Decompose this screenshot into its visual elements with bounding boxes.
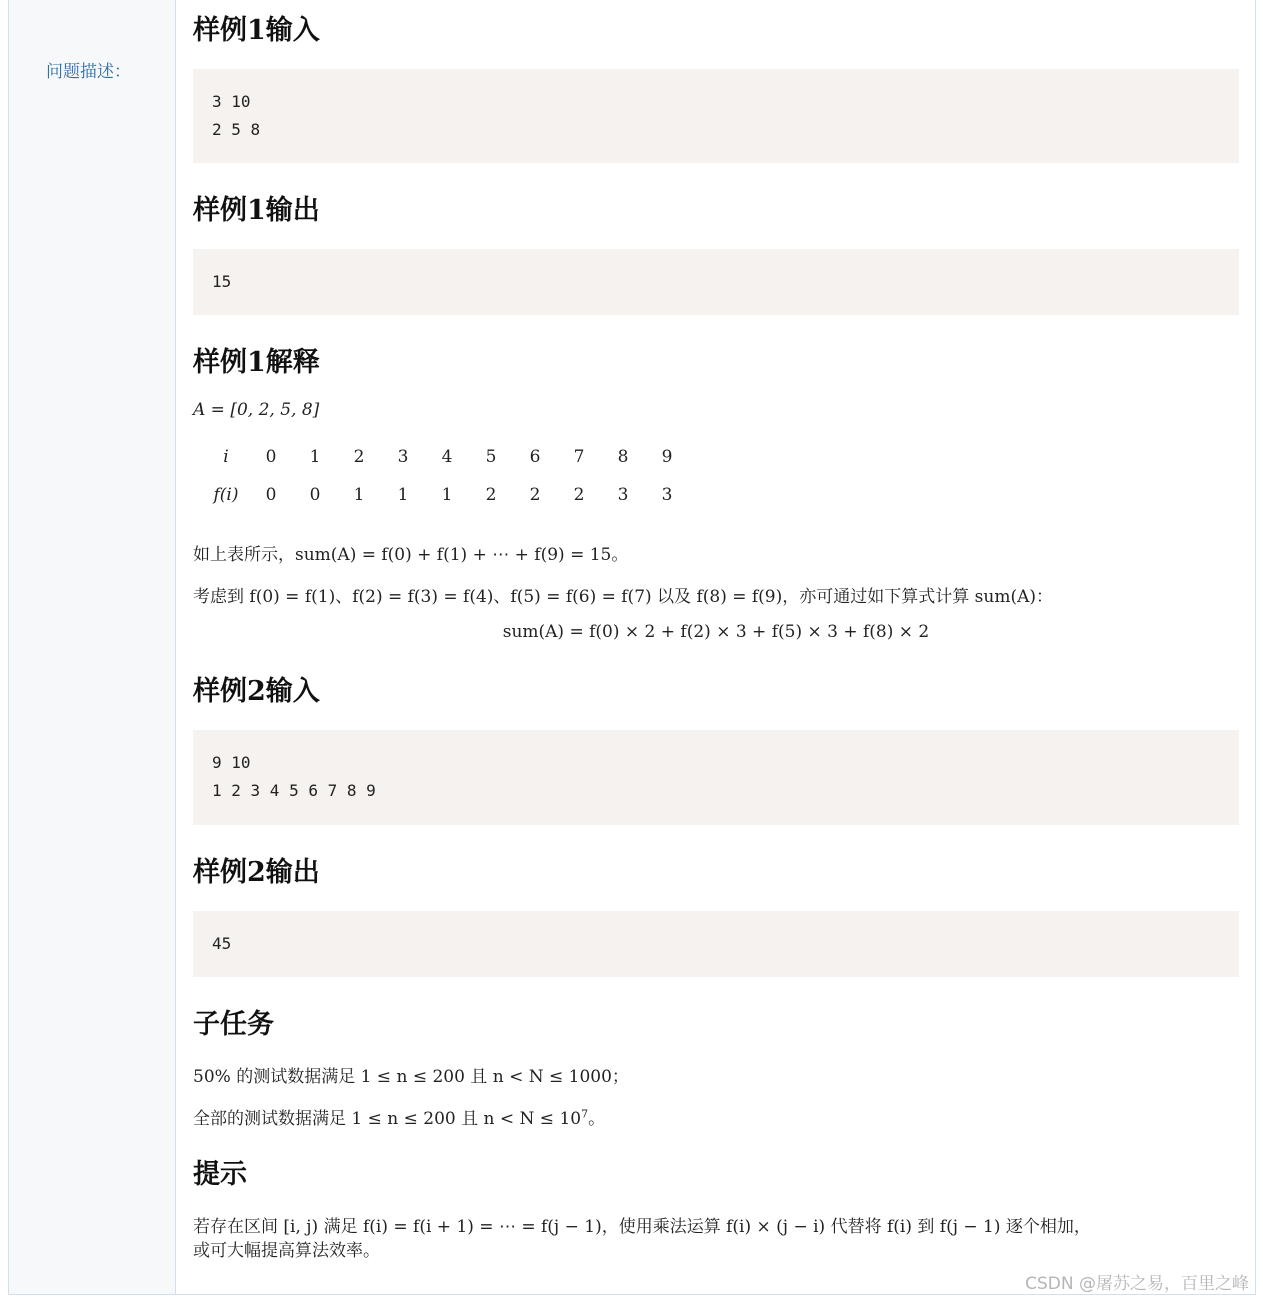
table-header-i: i <box>223 447 229 467</box>
sample1-output-heading: 样例1输出 <box>193 195 320 226</box>
subtask-line-all-text: 全部的测试数据满足 1 ≤ n ≤ 200 且 n < N ≤ 10 <box>193 1109 582 1129</box>
f-table <box>203 438 689 514</box>
table-cell: 9 <box>661 447 673 467</box>
code-line: 45 <box>212 934 232 953</box>
hint-heading: 提示 <box>193 1159 247 1190</box>
sample1-input-heading: 样例1输入 <box>193 15 320 46</box>
table-header-f: f(i) <box>213 485 239 505</box>
table-cell: 6 <box>529 447 541 467</box>
code-line: 9 10 <box>212 753 251 772</box>
sample2-input-heading: 样例2输入 <box>193 676 320 707</box>
explain-array: A = [0, 2, 5, 8] <box>193 400 320 420</box>
table-cell: 3 <box>617 485 629 505</box>
sample2-output-block <box>193 911 1239 977</box>
table-cell: 1 <box>397 485 409 505</box>
sample2-output-heading: 样例2输出 <box>193 857 320 888</box>
code-line: 1 2 3 4 5 6 7 8 9 <box>212 781 376 800</box>
subtask-line-all <box>193 1104 605 1129</box>
code-line: 15 <box>212 272 232 291</box>
table-cell: 3 <box>397 447 409 467</box>
table-cell: 1 <box>441 485 453 505</box>
table-cell: 0 <box>309 485 321 505</box>
code-line: 3 10 <box>212 92 251 111</box>
table-cell: 5 <box>485 447 497 467</box>
subtask-line-50: 50% 的测试数据满足 1 ≤ n ≤ 200 且 n < N ≤ 1000； <box>193 1067 629 1087</box>
table-cell: 1 <box>309 447 321 467</box>
table-cell: 2 <box>573 485 585 505</box>
table-cell: 0 <box>265 447 277 467</box>
table-cell: 8 <box>617 447 629 467</box>
hint-line-1: 若存在区间 [i, j) 满足 f(i) = f(i + 1) = ⋯ = f(j − 1)，使用乘法运算 f(i) × (j − i) 代替将 f(i) 到 f(j − 1) 逐个相加， <box>193 1217 1091 1237</box>
table-cell: 1 <box>353 485 365 505</box>
explain-sum-line: 如上表所示，sum(A) = f(0) + f(1) + ⋯ + f(9) = 15。 <box>193 545 629 565</box>
explain-equality-line: 考虑到 f(0) = f(1)、f(2) = f(3) = f(4)、f(5) = f(6) = f(7) 以及 f(8) = f(9)，亦可通过如下算式计算 sum(A)： <box>193 587 1053 607</box>
table-cell: 2 <box>485 485 497 505</box>
sample2-input-block <box>193 730 1239 825</box>
table-cell: 4 <box>441 447 453 467</box>
sample1-explain-heading: 样例1解释 <box>193 347 320 378</box>
table-row <box>203 438 689 476</box>
table-row <box>203 476 689 514</box>
table-cell: 0 <box>265 485 277 505</box>
table-cell: 2 <box>353 447 365 467</box>
sample1-input-block <box>193 69 1239 163</box>
sample1-output-block <box>193 249 1239 315</box>
subtask-line-all-end: 。 <box>588 1109 606 1129</box>
table-cell: 2 <box>529 485 541 505</box>
hint-line-2: 或可大幅提高算法效率。 <box>193 1241 380 1261</box>
code-line: 2 5 8 <box>212 120 261 139</box>
table-cell: 3 <box>661 485 673 505</box>
explain-formula: sum(A) = f(0) × 2 + f(2) × 3 + f(5) × 3 + f(8) × 2 <box>502 622 930 642</box>
problem-description-label: 问题描述： <box>46 62 131 82</box>
csdn-watermark: CSDN @屠苏之易，百里之峰 <box>1025 1274 1249 1294</box>
subtask-heading: 子任务 <box>193 1009 274 1040</box>
sidebar <box>9 0 176 1294</box>
table-cell: 7 <box>573 447 585 467</box>
exponent: 7 <box>581 1107 589 1121</box>
